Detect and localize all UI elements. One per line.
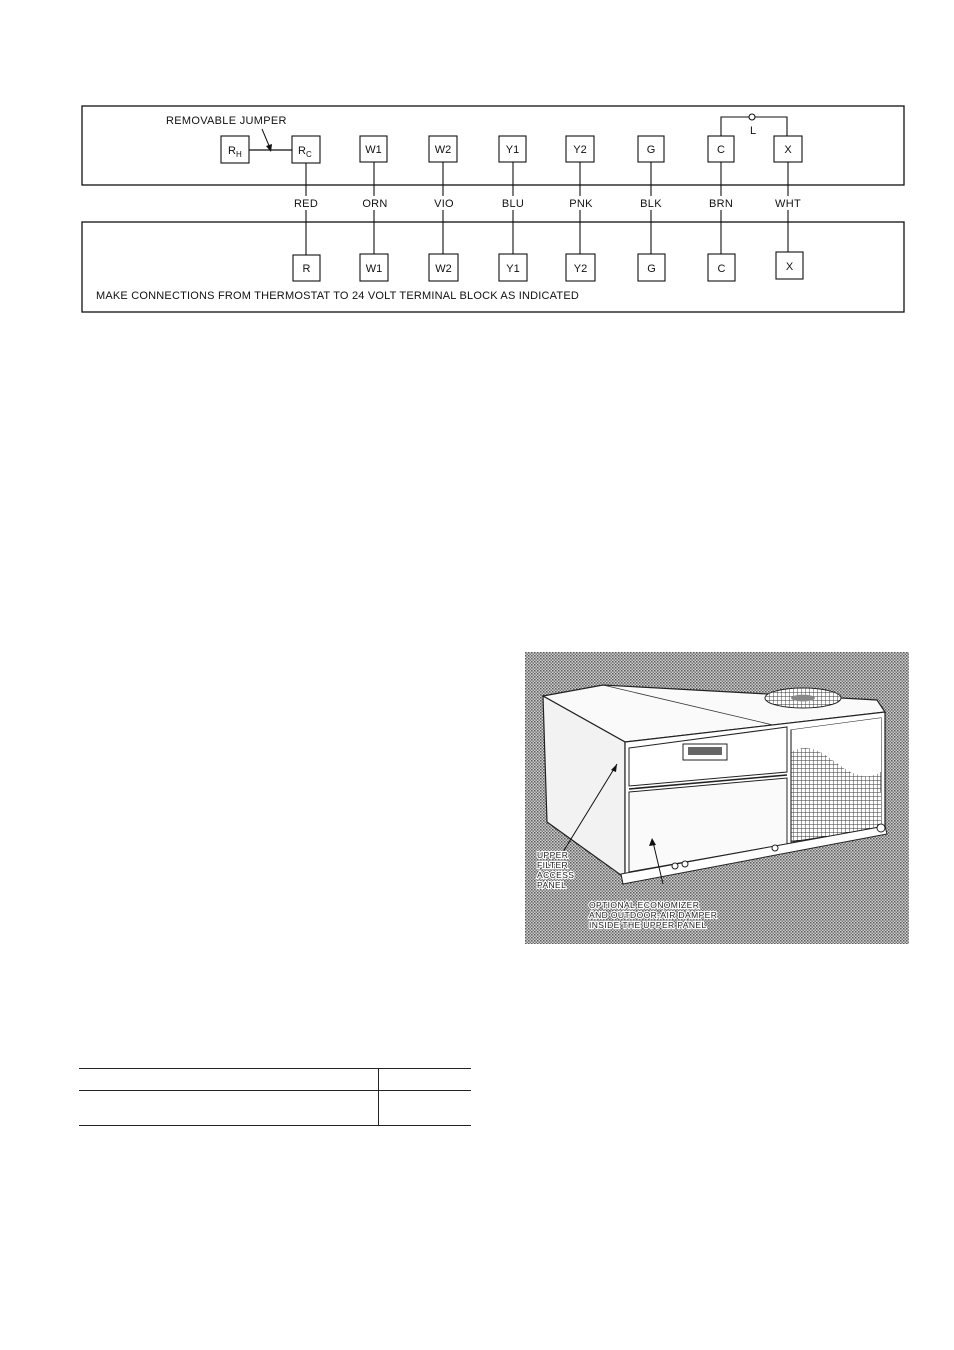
svg-text:C: C	[717, 144, 725, 156]
table-column-divider	[378, 1068, 379, 1126]
block-terminal-c	[708, 254, 735, 281]
block-terminal-w1	[360, 254, 388, 281]
wire-color-label-blk: BLK	[640, 198, 662, 210]
jumper-arrow-icon	[266, 144, 272, 152]
svg-text:RC: $R_C$	[298, 145, 312, 159]
connection-instruction: MAKE CONNECTIONS FROM THERMOSTAT TO 24 VOLT TERMINAL BLOCK AS INDICATED	[96, 290, 580, 302]
svg-text:Y2: Y2	[573, 144, 587, 156]
block-terminal-r	[293, 255, 320, 281]
caption-upper-filter-access-panel: UPPER FILTER ACCESS PANEL	[537, 850, 575, 890]
thermostat-wiring-diagram	[0, 0, 954, 330]
svg-text:G: G	[647, 263, 656, 275]
wire-color-label-brn: BRN	[708, 198, 734, 210]
svg-text:RH: $R_H$	[228, 145, 242, 159]
thermostat-terminal-c	[708, 136, 734, 162]
wire-color-label-vio: VIO	[434, 198, 454, 210]
wire-color-label-pnk: PNK	[569, 198, 593, 210]
thermostat-terminal-x	[774, 136, 802, 162]
caption-optional-economizer: OPTIONAL ECONOMIZER AND OUTDOOR-AIR DAMPER INSIDE THE UPPER PANEL	[589, 900, 718, 930]
svg-text:X: X	[784, 144, 792, 156]
thermostat-terminal-w2	[429, 136, 457, 162]
load-node	[749, 114, 755, 120]
svg-text:W2: W2	[434, 144, 452, 156]
thermostat-terminal-rh	[221, 136, 249, 163]
svg-text:W1: W1	[365, 263, 383, 275]
svg-text:Y2: Y2	[573, 263, 588, 275]
load-label: L	[750, 125, 757, 137]
wire-color-label-wht: WHT	[775, 198, 801, 210]
svg-text:G: G	[646, 144, 656, 156]
thermostat-terminal-y2	[566, 136, 594, 162]
empty-table	[79, 1068, 471, 1126]
block-terminal-x	[776, 252, 803, 279]
thermostat-terminal-w1	[360, 136, 387, 162]
wire-color-label-red: RED	[293, 198, 319, 210]
svg-text:R: R	[302, 263, 311, 275]
block-terminal-y1	[499, 254, 527, 281]
svg-text:X: X	[785, 261, 794, 273]
wire-color-label-blu: BLU	[501, 198, 525, 210]
table-bottom-rule	[79, 1125, 471, 1126]
block-terminal-y2	[566, 254, 595, 281]
thermostat-terminal-rc	[292, 136, 320, 163]
thermostat-terminal-y1	[499, 136, 526, 162]
table-header-rule	[79, 1090, 471, 1091]
svg-text:W1: W1	[365, 144, 382, 156]
wire-color-label-orn: ORN	[362, 198, 388, 210]
block-terminal-w2	[429, 254, 458, 281]
svg-text:W2: W2	[435, 263, 452, 275]
svg-text:Y1: Y1	[506, 263, 520, 275]
rooftop-unit-illustration	[525, 652, 909, 944]
thermostat-terminal-g	[638, 136, 664, 162]
table-top-rule	[79, 1068, 471, 1069]
svg-text:C: C	[717, 263, 726, 275]
removable-jumper-label: REMOVABLE JUMPER	[166, 115, 287, 127]
block-terminal-g	[638, 254, 665, 281]
svg-text:Y1: Y1	[505, 144, 520, 156]
